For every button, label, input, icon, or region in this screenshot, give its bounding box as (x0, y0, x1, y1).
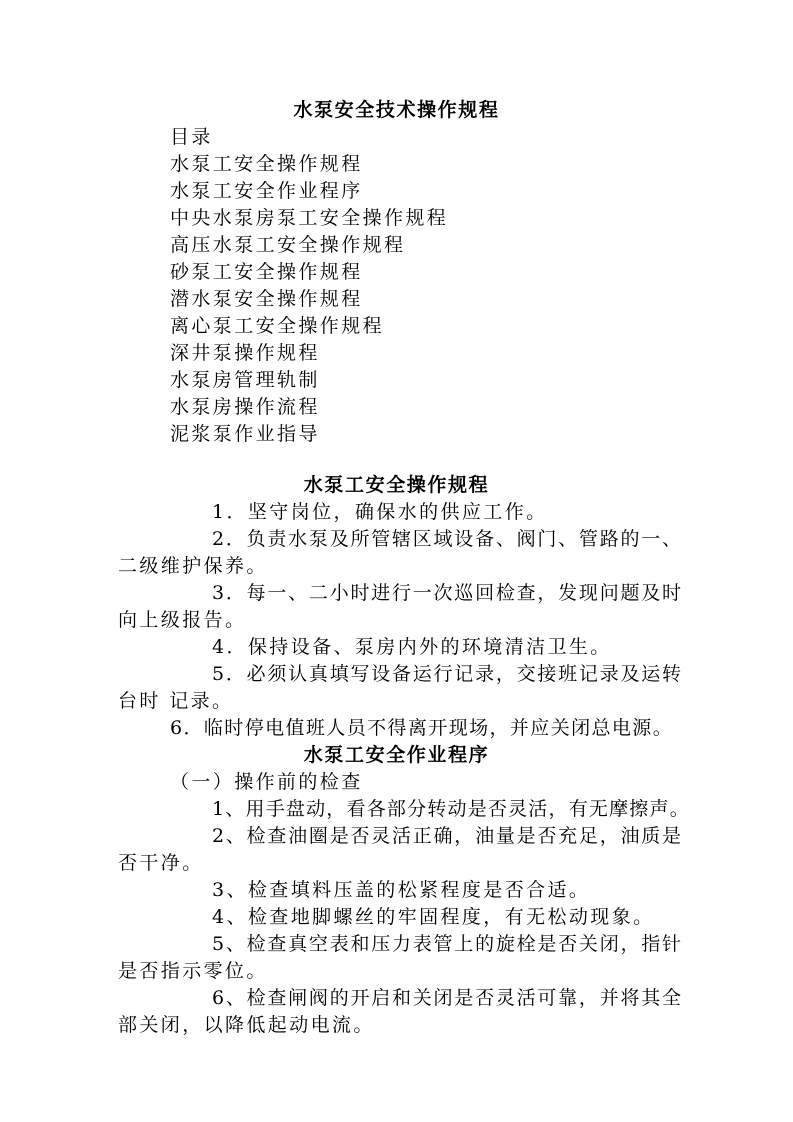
paragraph-line: 3．每一、二小时进行一次巡回检查，发现问题及时 (212, 582, 682, 604)
toc-item: 潜水泵安全操作规程 (170, 288, 363, 310)
toc-item: 水泵工安全操作规程 (170, 153, 363, 175)
paragraph-line: 否干净。 (118, 852, 204, 874)
paragraph-line: 6．临时停电值班人员不得离开现场，并应关闭总电源。 (170, 717, 674, 739)
toc-item: 泥浆泵作业指导 (170, 423, 320, 445)
paragraph-line: 2、检查油圈是否灵活正确，油量是否充足，油质是 (212, 825, 682, 847)
document-title: 水泵安全技术操作规程 (293, 99, 500, 121)
paragraph-line: 2．负责水泵及所管辖区域设备、阀门、管路的一、 (212, 528, 682, 550)
toc-item: 高压水泵工安全操作规程 (170, 234, 406, 256)
paragraph-line: 二级维护保养。 (118, 555, 268, 577)
paragraph-line: 4、检查地脚螺丝的牢固程度，有无松动现象。 (212, 906, 655, 928)
paragraph-line: 台时 记录。 (118, 690, 234, 712)
paragraph-line: 3、检查填料压盖的松紧程度是否合适。 (212, 879, 591, 901)
paragraph-line: 向上级报告。 (118, 609, 247, 631)
toc-heading: 目录 (170, 126, 213, 148)
toc-item: 水泵工安全作业程序 (170, 180, 363, 202)
paragraph-line: 是否指示零位。 (118, 960, 268, 982)
paragraph-line: 4．保持设备、泵房内外的环境清洁卫生。 (212, 636, 612, 658)
subheading: （一）操作前的检查 (170, 771, 363, 793)
paragraph-line: 部关闭，以降低起动电流。 (118, 1014, 375, 1036)
toc-item: 中央水泵房泵工安全操作规程 (170, 207, 449, 229)
toc-item: 水泵房操作流程 (170, 396, 320, 418)
toc-item: 深井泵操作规程 (170, 342, 320, 364)
paragraph-line: 1、用手盘动，看各部分转动是否灵活，有无摩擦声。 (212, 798, 690, 820)
section-title: 水泵工安全操作规程 (303, 474, 490, 496)
section-title: 水泵工安全作业程序 (303, 744, 490, 766)
paragraph-line: 5．必须认真填写设备运行记录，交接班记录及运转 (212, 663, 682, 685)
paragraph-line: 5、检查真空表和压力表管上的旋栓是否关闭，指针 (212, 933, 682, 955)
toc-item: 砂泵工安全操作规程 (170, 261, 363, 283)
paragraph-line: 6、检查闸阀的开启和关闭是否灵活可靠，并将其全 (212, 987, 682, 1009)
paragraph-line: 1．坚守岗位，确保水的供应工作。 (212, 501, 548, 523)
toc-item: 水泵房管理轨制 (170, 369, 320, 391)
toc-item: 离心泵工安全操作规程 (170, 315, 385, 337)
